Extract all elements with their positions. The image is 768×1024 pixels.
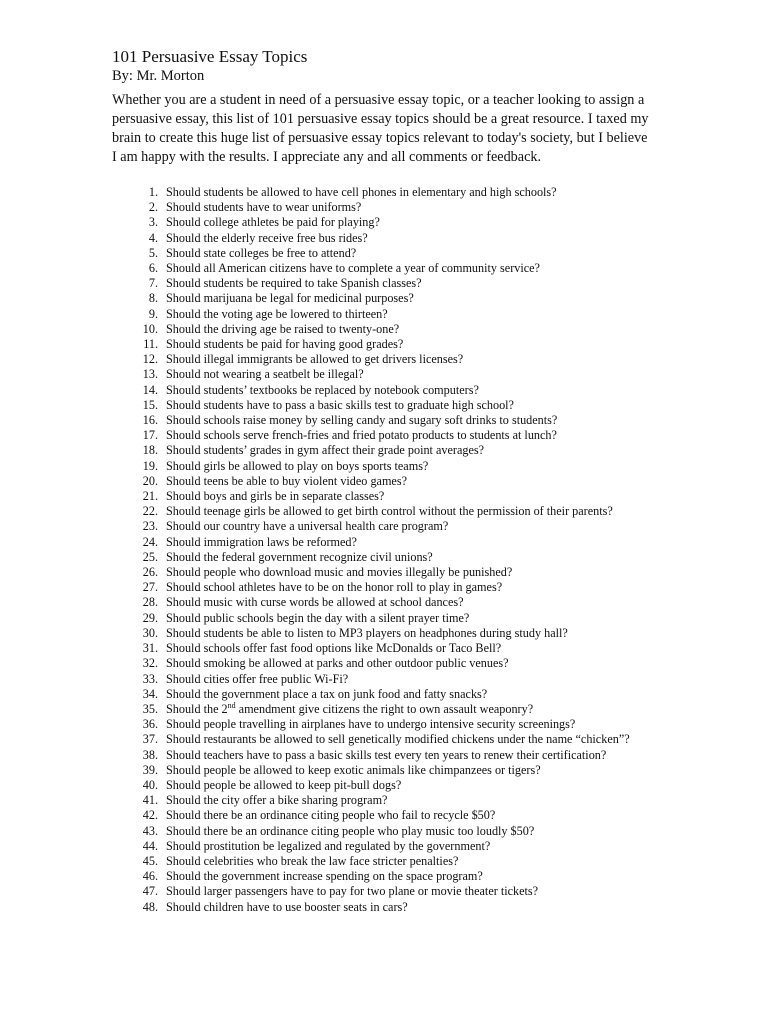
list-item-number: 44.	[142, 838, 158, 853]
list-item-number: 6.	[148, 261, 158, 276]
list-item	[112, 580, 652, 595]
list-item-number: 36.	[142, 717, 158, 732]
list-item-text: Should the voting age be lowered to thirteen?	[166, 306, 388, 321]
list-item	[112, 595, 652, 610]
list-item-text: Should state colleges be free to attend?	[166, 245, 357, 260]
list-item-gap	[158, 261, 166, 276]
list-item	[112, 535, 652, 550]
list-item-text: Should students be able to listen to MP3 players on headphones during study hall?	[166, 625, 568, 640]
list-item-text: Should teenage girls be allowed to get birth control without the permission of their parents?	[166, 504, 613, 519]
list-item-gap	[158, 185, 166, 200]
document-page	[112, 47, 652, 915]
list-item-number: 7.	[148, 276, 158, 291]
list-item-gap	[158, 398, 166, 413]
list-item-text: Should music with curse words be allowed at school dances?	[166, 595, 464, 610]
list-item-gap	[158, 246, 166, 261]
list-item-number: 27.	[142, 580, 158, 595]
list-item	[112, 337, 652, 352]
list-item-number: 1.	[148, 185, 158, 199]
list-item-gap	[158, 231, 166, 246]
list-item	[112, 884, 652, 899]
list-item-number: 32.	[142, 656, 158, 671]
list-item-gap	[158, 702, 166, 717]
list-item	[112, 793, 652, 808]
list-item-number: 45.	[142, 853, 158, 868]
list-item-text: Should children have to use booster seats in cars?	[166, 899, 408, 914]
list-item-number: 18.	[142, 443, 158, 458]
list-item-number: 8.	[148, 291, 158, 306]
list-item-text: Should not wearing a seatbelt be illegal?	[166, 367, 364, 382]
list-item-gap	[158, 839, 166, 854]
list-item-number: 37.	[142, 732, 158, 747]
list-item	[112, 763, 652, 778]
document-author: By: Mr. Morton	[112, 68, 205, 84]
list-item	[112, 854, 652, 869]
list-item-gap	[158, 854, 166, 869]
list-item-gap	[158, 824, 166, 839]
list-item	[112, 459, 652, 474]
list-item-gap	[158, 687, 166, 702]
list-item	[112, 702, 652, 717]
list-item-gap	[158, 413, 166, 428]
list-item	[112, 200, 652, 215]
list-item	[112, 519, 652, 534]
list-item-text: Should students’ textbooks be replaced by notebook computers?	[166, 382, 479, 397]
list-item-number: 2.	[148, 200, 158, 215]
list-item-number: 9.	[148, 306, 158, 321]
list-item-text: Should there be an ordinance citing people who fail to recycle $50?	[166, 808, 496, 823]
list-item	[112, 489, 652, 504]
list-item	[112, 322, 652, 337]
list-item-gap	[158, 322, 166, 337]
list-item-gap	[158, 291, 166, 306]
list-item-number: 24.	[142, 534, 158, 549]
list-item-gap	[158, 763, 166, 778]
list-item-gap	[158, 626, 166, 641]
list-item-gap	[158, 535, 166, 550]
list-item-number: 35.	[142, 701, 158, 716]
list-item-text: Should students have to pass a basic skills test to graduate high school?	[166, 397, 514, 412]
list-item-number: 4.	[148, 230, 158, 245]
list-item-gap	[158, 307, 166, 322]
list-item	[112, 611, 652, 626]
list-item-text: Should smoking be allowed at parks and other outdoor public venues?	[166, 656, 509, 671]
list-item-number: 21.	[142, 489, 158, 504]
list-item-gap	[158, 200, 166, 215]
list-item	[112, 672, 652, 687]
list-item-text: Should our country have a universal health care program?	[166, 519, 449, 534]
list-item-gap	[158, 383, 166, 398]
list-item-gap	[158, 869, 166, 884]
list-item-text: Should celebrities who break the law face stricter penalties?	[166, 853, 459, 868]
list-item-number: 33.	[142, 671, 158, 686]
list-item	[112, 215, 652, 230]
list-item-gap	[158, 550, 166, 565]
list-item-text: Should the city offer a bike sharing program?	[166, 793, 388, 808]
list-item-gap	[158, 808, 166, 823]
list-item-number: 11.	[143, 337, 158, 352]
list-item-text: Should restaurants be allowed to sell genetically modified chickens under the name “chicken”?	[166, 732, 630, 747]
list-item-gap	[158, 778, 166, 793]
list-item-gap	[158, 611, 166, 626]
list-item	[112, 687, 652, 702]
list-item	[112, 550, 652, 565]
list-item	[112, 626, 652, 641]
list-item	[112, 398, 652, 413]
list-item	[112, 717, 652, 732]
list-item	[112, 261, 652, 276]
list-item-number: 26.	[142, 565, 158, 580]
list-item-text: Should schools serve french-fries and fried potato products to students at lunch?	[166, 428, 557, 443]
list-item-number: 30.	[142, 625, 158, 640]
list-item	[112, 231, 652, 246]
list-item-gap	[158, 884, 166, 899]
list-item	[112, 443, 652, 458]
list-item	[112, 276, 652, 291]
list-item-number: 38.	[142, 747, 158, 762]
list-item-text: Should immigration laws be reformed?	[166, 534, 357, 549]
list-item-gap	[158, 474, 166, 489]
list-item-gap	[158, 900, 166, 915]
list-item-text: Should people who download music and movies illegally be punished?	[166, 565, 513, 580]
list-item-number: 17.	[142, 428, 158, 443]
list-item-gap	[158, 580, 166, 595]
list-item	[112, 246, 652, 261]
list-item-gap	[158, 276, 166, 291]
list-item	[112, 428, 652, 443]
list-item-text	[166, 702, 652, 717]
list-item-number: 13.	[142, 367, 158, 382]
list-item-number: 15.	[142, 397, 158, 412]
list-item-text: Should larger passengers have to pay for two plane or movie theater tickets?	[166, 884, 539, 899]
document-title: 101 Persuasive Essay Topics	[112, 47, 308, 66]
list-item-text: Should boys and girls be in separate classes?	[166, 489, 385, 504]
list-item-number: 14.	[142, 382, 158, 397]
list-item-gap	[158, 656, 166, 671]
list-item-text: Should public schools begin the day with a silent prayer time?	[166, 610, 470, 625]
list-item-text: Should all American citizens have to complete a year of community service?	[166, 261, 540, 276]
list-item-number: 12.	[142, 352, 158, 367]
list-item-number: 25.	[142, 549, 158, 564]
list-item-text: Should schools raise money by selling candy and sugary soft drinks to students?	[166, 413, 558, 428]
list-item	[112, 824, 652, 839]
list-item	[112, 656, 652, 671]
list-item-gap	[158, 565, 166, 580]
list-item-number: 48.	[142, 899, 158, 914]
list-item-text: Should the elderly receive free bus rides?	[166, 230, 368, 245]
list-item-gap	[158, 793, 166, 808]
list-item	[112, 565, 652, 580]
list-item-gap	[158, 337, 166, 352]
list-item-gap	[158, 732, 166, 747]
list-item-gap	[158, 717, 166, 732]
list-item	[112, 352, 652, 367]
list-item-text: Should prostitution be legalized and regulated by the government?	[166, 838, 491, 853]
list-item-gap	[158, 748, 166, 763]
list-item-gap	[158, 459, 166, 474]
list-item-number: 46.	[142, 869, 158, 884]
list-item-number: 16.	[142, 413, 158, 428]
list-item	[112, 185, 652, 200]
list-item	[112, 504, 652, 519]
list-item	[112, 413, 652, 428]
list-item-text: Should school athletes have to be on the honor roll to play in games?	[166, 580, 503, 595]
list-item-number: 22.	[142, 504, 158, 519]
list-item-text: Should teens be able to buy violent video games?	[166, 473, 407, 488]
list-item-text: Should there be an ordinance citing people who play music too loudly $50?	[166, 823, 535, 838]
list-item-text: Should the driving age be raised to twenty-one?	[166, 321, 400, 336]
list-item-number: 40.	[142, 777, 158, 792]
list-item-text: Should teachers have to pass a basic skills test every ten years to renew their certification?	[166, 747, 607, 762]
list-item-text-post: amendment give citizens the right to own assault weaponry?	[235, 701, 534, 716]
list-item-gap	[158, 641, 166, 656]
list-item	[112, 641, 652, 656]
list-item-text: Should students be paid for having good grades?	[166, 337, 404, 352]
list-item-text: Should the government increase spending on the space program?	[166, 869, 483, 884]
list-item-number: 19.	[142, 458, 158, 473]
list-item-gap	[158, 367, 166, 382]
list-item	[112, 869, 652, 884]
list-item-number: 42.	[142, 808, 158, 823]
list-item-gap	[158, 352, 166, 367]
list-item	[112, 778, 652, 793]
list-item-text: Should students’ grades in gym affect their grade point averages?	[166, 443, 485, 458]
list-item-gap	[158, 519, 166, 534]
list-item-number: 41.	[142, 793, 158, 808]
list-item-text: Should people be allowed to keep pit-bull dogs?	[166, 777, 402, 792]
list-item	[112, 291, 652, 306]
list-item-number: 39.	[142, 762, 158, 777]
list-item-gap	[158, 215, 166, 230]
list-item-text: Should people be allowed to keep exotic animals like chimpanzees or tigers?	[166, 762, 541, 777]
list-item	[112, 808, 652, 823]
list-item-gap	[158, 504, 166, 519]
list-item-text: Should the government place a tax on junk food and fatty snacks?	[166, 686, 488, 701]
intro-paragraph: Whether you are a student in need of a persuasive essay topic, or a teacher looking to assign a persuasive essay, this list of 101 persuasive essay topics should be a great resource. I taxed my brain to create this huge list of persuasive essay topics relevant to today's society, but I believe I am happy with the results. I appreciate any and all comments or feedback.	[112, 92, 649, 165]
list-item-gap	[158, 489, 166, 504]
list-item-gap	[158, 595, 166, 610]
list-item-number: 28.	[142, 595, 158, 610]
list-item-text: Should students be allowed to have cell phones in elementary and high schools?	[166, 185, 557, 199]
list-item-text: Should cities offer free public Wi-Fi?	[166, 671, 349, 686]
list-item	[112, 839, 652, 854]
list-item-number: 5.	[148, 245, 158, 260]
list-item	[112, 732, 652, 747]
list-item-number: 47.	[142, 884, 158, 899]
list-item-gap	[158, 443, 166, 458]
list-item-number: 34.	[142, 686, 158, 701]
list-item-gap	[158, 428, 166, 443]
list-item-text: Should students have to wear uniforms?	[166, 200, 362, 215]
list-item-number: 10.	[142, 321, 158, 336]
list-item-text: Should schools offer fast food options like McDonalds or Taco Bell?	[166, 641, 502, 656]
list-item-text: Should marijuana be legal for medicinal purposes?	[166, 291, 414, 306]
list-item-text-pre: Should the 2	[166, 701, 228, 716]
list-item-text: Should girls be allowed to play on boys sports teams?	[166, 458, 429, 473]
list-item-text: Should people travelling in airplanes have to undergo intensive security screenings?	[166, 717, 576, 732]
list-item	[112, 367, 652, 382]
list-item-number: 20.	[142, 473, 158, 488]
list-item-text: Should students be required to take Spanish classes?	[166, 276, 422, 291]
list-item	[112, 900, 652, 915]
list-item	[112, 307, 652, 322]
list-item-number: 31.	[142, 641, 158, 656]
list-item-number: 3.	[148, 215, 158, 230]
list-item-number: 43.	[142, 823, 158, 838]
list-item-gap	[158, 672, 166, 687]
list-item	[112, 474, 652, 489]
list-item-number: 29.	[142, 610, 158, 625]
list-item-text: Should college athletes be paid for playing?	[166, 215, 380, 230]
list-item-text: Should illegal immigrants be allowed to get drivers licenses?	[166, 352, 464, 367]
list-item	[112, 748, 652, 763]
list-item-text: Should the federal government recognize civil unions?	[166, 549, 433, 564]
list-item	[112, 383, 652, 398]
list-item-number: 23.	[142, 519, 158, 534]
list-item-text-superscript: nd	[227, 700, 236, 710]
topic-list	[112, 185, 652, 915]
